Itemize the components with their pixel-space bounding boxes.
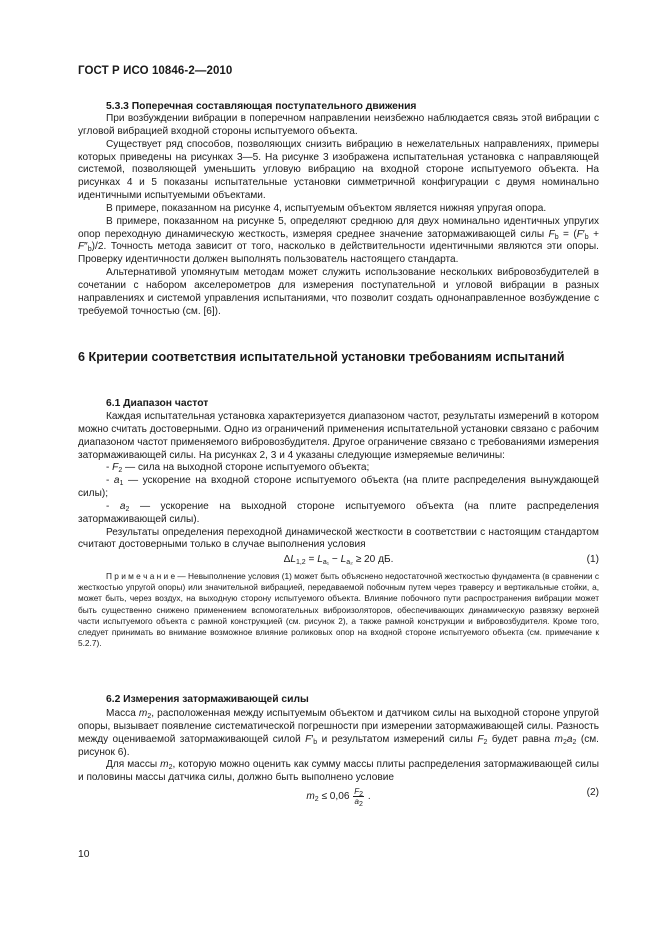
section-6-2: [78, 693, 599, 813]
paragraph: Результаты определения переходной динамической жесткости в соответствии с настоящим стандартом считают достоверными только в случае выполнения условия: [78, 526, 599, 551]
standard-header: ГОСТ Р ИСО 10846-2—2010: [78, 65, 233, 77]
paragraph: В примере, показанном на рисунке 4, испытуемым объектом является нижняя упругая опора.: [106, 202, 547, 214]
paragraph: При возбуждении вибрации в поперечном направлении неизбежно наблюдается связь этой вибрации с угловой вибрацией входной стороны испытуемого объекта.: [78, 113, 599, 137]
paragraph: Существует ряд способов, позволяющих снизить вибрацию в нежелательных направлениях, примеры которых приведены на рисунках 3—5. На рисунке 3 изображена испытательная установка с направляющей системой, позволяющей уменьшить угловую вибрацию на входной стороне испытуемого объекта. На рисунках 4 и 5 показаны испытательные установки симметричной конфигурации с двумя номинально идентичными испытуемыми объектами.: [78, 138, 599, 202]
list-item: - $F_2$ — сила на выходной стороне испытуемого объекта;: [106, 462, 370, 475]
section-title: 6.2 Измерения затормаживающей силы: [106, 694, 309, 705]
section-5-3-3: [78, 100, 599, 319]
list-item: - $a_1$ — ускорение на входной стороне испытуемого объекта (на плите распределения вынуждающей силы);: [78, 475, 599, 500]
formula-2: $m_2 \le 0,06$ $\frac{F_2}{a_2}$ . (2): [306, 787, 599, 809]
note-label: П р и м е ч а н и е: [106, 571, 176, 582]
formula-1: $\Delta L_{1,2} = L_{a_1} - L_{a_2} \ge 20$ дБ. (1): [283, 554, 599, 567]
paragraph: Каждая испытательная установка характеризуется диапазоном частот, результаты измерений в котором можно считать достоверными. Одно из ограничений применения испытательной установки связано с рабочим диапазоном частот применяемого вибровозбудителя. Другое ограничение связано с требованиями измерения затормаживающей силы. На рисунках 2, 3 и 4 указаны следующие измеряемые величины:: [78, 411, 599, 461]
section-6-1: [78, 397, 599, 649]
section-title: 6.1 Диапазон частот: [106, 398, 209, 409]
paragraph: Для массы $m_2$, которую можно оценить как сумму массы плиты распределения затормаживающей силы и половины массы датчика силы, должно быть выполнено условие: [78, 759, 599, 784]
section-6: [78, 350, 599, 366]
page-number: 10: [78, 849, 90, 860]
note: П р и м е ч а н и е — Невыполнение условия (1) может быть объяснено недостаточной жесткостью фундамента (в сравнении с жесткостью упругой опоры) или значительной вибрацией, передаваемой побочным путем через траверсу и вертикальные стойки, а, может быть, через воздух, на выходную сторону испытуемого объекта. Влияние побочного пути распространения вибрации может быть существенно снижено применением вспомогательных виброизоляторов, обеспечивающих динамическую развязку верхней части испытуемого объекта с рамной конструкцией (см. рисунок 2), а также рамной конструкции и вибровозбудителя. Кроме того, следует принимать во внимание возможное влияние роликовых опор на входной стороне испытуемого объекта (см. примечание к 5.2.7).: [78, 571, 600, 648]
section-title: 5.3.3 Поперечная составляющая поступательного движения: [106, 101, 417, 112]
paragraph: Масса $m_2$, расположенная между испытуемым объектом и датчиком силы на выходной стороне упругой опоры, вызывает появление систематической погрешности при измерении затормаживающей силы. Разность между оцениваемой затормаживающей силой $F'_b$ и результатом измерений силы $F_2$ будет равна $m_2a_2$ (см. рисунок 6).: [78, 708, 599, 758]
paragraph: Альтернативой упомянутым методам может служить использование нескольких вибровозбудителей в сочетании с набором акселерометров для измерения поступательной и угловой вибрации в разных направлениях и системой управления испытаниями, что позволит создать однонаправленное возбуждение с требуемой точностью (см. [6]).: [78, 267, 599, 317]
formula-number: (1): [586, 554, 599, 566]
chapter-title: 6 Критерии соответствия испытательной установки требованиям испытаний: [78, 350, 565, 364]
paragraph: В примере, показанном на рисунке 5, определяют среднюю для двух номинально идентичных упругих опор переходную динамическую жесткость, измеряя среднее значение затормаживающей силы $F_b = (F'_b + F''_b)/2$. Точность метода зависит от того, насколько в действительности идентичными являются эти опоры. Проверку идентичности должен выполнять пользователь настоящего стандарта.: [78, 215, 599, 266]
formula-number: (2): [586, 787, 599, 799]
list-item: - $a_2$ — ускорение на выходной стороне испытуемого объекта (на плите распределения затормаживающей силы).: [78, 500, 599, 525]
